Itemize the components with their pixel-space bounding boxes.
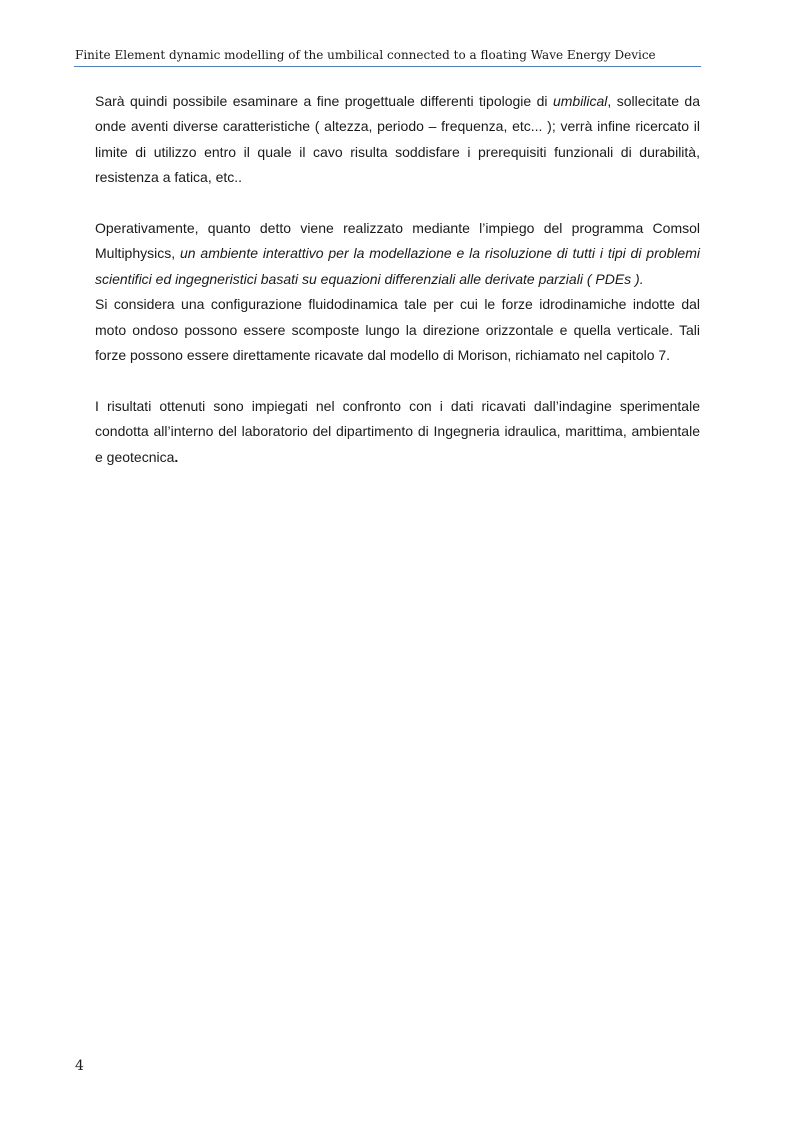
body-text (95, 89, 700, 470)
paragraph-2-italic: un ambiente interattivo per la modellazione e la risoluzione di tutti i tipi di problemi scientifici ed ingegneristici basati su equazioni differenziali alle derivate parziali ( PDEs ). (95, 245, 700, 287)
paragraph-spacer (95, 368, 700, 393)
paragraph-2 (95, 216, 700, 292)
running-header: Finite Element dynamic modelling of the umbilical connected to a floating Wave Energy Device (75, 48, 656, 62)
page-number: 4 (75, 1058, 84, 1074)
paragraph-3: Si considera una configurazione fluidodinamica tale per cui le forze idrodinamiche indotte dal moto ondoso possono essere scomposte lungo la direzione orizzontale e quella verticale. Tali forze possono essere direttamente ricavate dal modello di Morison, richiamato nel capitolo 7. (95, 296, 700, 364)
paragraph-1-text-a: Sarà quindi possibile esaminare a fine progettuale differenti tipologie di (95, 93, 553, 109)
paragraph-2-text-a: Operativamente, quanto detto viene realizzato mediante l’impiego del programma Comsol Multiphysics, (95, 220, 700, 262)
paragraph-4-text: I risultati ottenuti sono impiegati nel confronto con i dati ricavati dall’indagine sperimentale condotta all’interno del laboratorio del dipartimento di Ingegneria idraulica, marittima, ambientale e geotecnica (95, 397, 700, 465)
header-rule (74, 66, 701, 67)
paragraph-spacer (95, 191, 700, 216)
paragraph-4-end: . (174, 448, 179, 465)
paragraph-1-italic: umbilical (552, 93, 608, 109)
paragraph-4 (95, 394, 700, 470)
paragraph-1-text-b: , sollecitate da onde aventi diverse caratteristiche ( altezza, periodo – frequenza, etc... ); verrà infine ricercato il limite di utilizzo entro il quale il cavo risulta soddisfare i prerequisiti funzionali di durabilità, resistenza a fatica, etc.. (95, 93, 700, 186)
paragraph-1 (95, 89, 700, 191)
